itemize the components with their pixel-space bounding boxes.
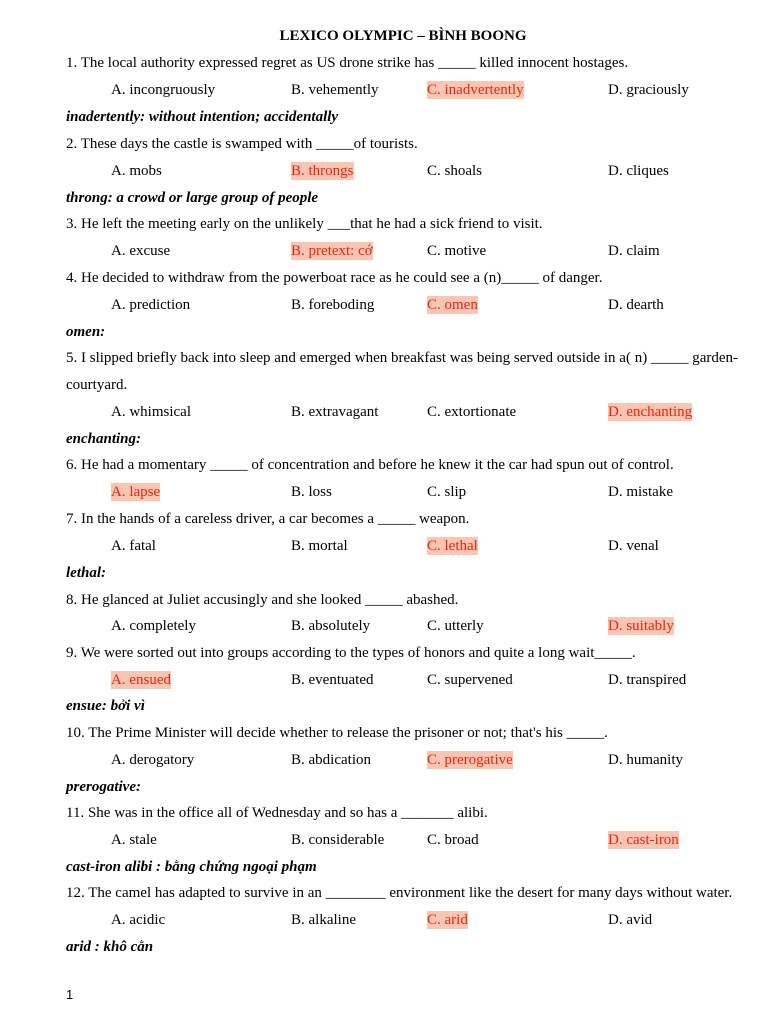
correct-answer-option: C. arid <box>427 912 468 928</box>
answer-option: B. extravagant <box>291 404 379 420</box>
question-text: 6. He had a momentary _____ of concentration and before he knew it the car had spun out of control. <box>66 457 674 473</box>
vocabulary-note: throng: a crowd or large group of people <box>66 190 319 206</box>
correct-answer-option: C. lethal <box>427 538 478 554</box>
answer-option: C. utterly <box>427 618 484 634</box>
vocabulary-note: ensue: bởi vì <box>66 698 145 714</box>
page-title: LEXICO OLYMPIC – BÌNH BOONG <box>279 28 527 44</box>
question-text: 8. He glanced at Juliet accusingly and she looked _____ abashed. <box>66 592 459 608</box>
question-text: 4. He decided to withdraw from the powerboat race as he could see a (n)_____ of danger. <box>66 270 603 286</box>
correct-answer-option: C. inadvertently <box>427 82 524 98</box>
answer-option: B. absolutely <box>291 618 371 634</box>
answer-option: D. dearth <box>608 297 664 313</box>
answer-option: A. mobs <box>111 163 162 179</box>
answer-option: C. extortionate <box>427 404 517 420</box>
vocabulary-note: arid : khô cằn <box>66 939 154 955</box>
answer-option: B. foreboding <box>291 297 375 313</box>
answer-option: A. excuse <box>111 243 171 259</box>
answer-option: A. prediction <box>111 297 191 313</box>
correct-answer-option: A. ensued <box>111 672 171 688</box>
question-text: 3. He left the meeting early on the unlikely ___that he had a sick friend to visit. <box>66 216 543 232</box>
vocabulary-note: omen: <box>66 324 106 340</box>
answer-option: B. alkaline <box>291 912 356 928</box>
answer-option: D. graciously <box>608 82 689 98</box>
answer-option: D. humanity <box>608 752 683 768</box>
answer-option: B. loss <box>291 484 332 500</box>
answer-option: A. stale <box>111 832 157 848</box>
answer-option: B. vehemently <box>291 82 379 98</box>
vocabulary-note: prerogative: <box>66 779 141 795</box>
answer-option: A. acidic <box>111 912 166 928</box>
vocabulary-note: inadertently: without intention; accidentally <box>66 109 339 125</box>
answer-option: C. motive <box>427 243 487 259</box>
vocabulary-note: cast-iron alibi : bằng chứng ngoại phạm <box>66 859 317 875</box>
answer-option: D. claim <box>608 243 660 259</box>
answer-option: B. abdication <box>291 752 371 768</box>
answer-option: B. eventuated <box>291 672 374 688</box>
question-text: 7. In the hands of a careless driver, a car becomes a _____ weapon. <box>66 511 470 527</box>
answer-option: D. transpired <box>608 672 687 688</box>
answer-option: C. shoals <box>427 163 483 179</box>
question-text: 9. We were sorted out into groups according to the types of honors and quite a long wait_____. <box>66 645 636 661</box>
question-text: 2. These days the castle is swamped with _____of tourists. <box>66 136 418 152</box>
correct-answer-option: D. cast-iron <box>608 832 679 848</box>
vocabulary-note: lethal: <box>66 565 106 581</box>
correct-answer-option: D. enchanting <box>608 404 693 420</box>
page-number: 1 <box>66 987 74 1002</box>
answer-option: C. supervened <box>427 672 513 688</box>
answer-option: D. mistake <box>608 484 673 500</box>
question-text: 11. She was in the office all of Wednesday and so has a _______ alibi. <box>66 805 488 821</box>
question-text: 1. The local authority expressed regret as US drone strike has _____ killed innocent hostages. <box>66 55 629 71</box>
answer-option: D. cliques <box>608 163 669 179</box>
correct-answer-option: B. throngs <box>291 163 354 179</box>
correct-answer-option: B. pretext: cớ <box>291 243 373 259</box>
correct-answer-option: C. omen <box>427 297 478 313</box>
answer-option: A. incongruously <box>111 82 216 98</box>
answer-option: A. fatal <box>111 538 156 554</box>
correct-answer-option: A. lapse <box>111 484 161 500</box>
answer-option: D. venal <box>608 538 659 554</box>
answer-option: C. broad <box>427 832 479 848</box>
answer-option: B. mortal <box>291 538 348 554</box>
answer-option: C. slip <box>427 484 467 500</box>
question-text: 10. The Prime Minister will decide whether to release the prisoner or not; that's his _____. <box>66 725 608 741</box>
question-text: 5. I slipped briefly back into sleep and emerged when breakfast was being served outside in a( n) _____ garden-courtyard. <box>66 350 739 393</box>
answer-option: A. completely <box>111 618 196 634</box>
answer-option: A. derogatory <box>111 752 195 768</box>
vocabulary-note: enchanting: <box>66 431 142 447</box>
answer-option: D. avid <box>608 912 653 928</box>
answer-option: B. considerable <box>291 832 385 848</box>
question-text: 12. The camel has adapted to survive in an ________ environment like the desert for many days without water. <box>66 885 733 901</box>
correct-answer-option: C. prerogative <box>427 752 513 768</box>
answer-option: A. whimsical <box>111 404 191 420</box>
correct-answer-option: D. suitably <box>608 618 674 634</box>
